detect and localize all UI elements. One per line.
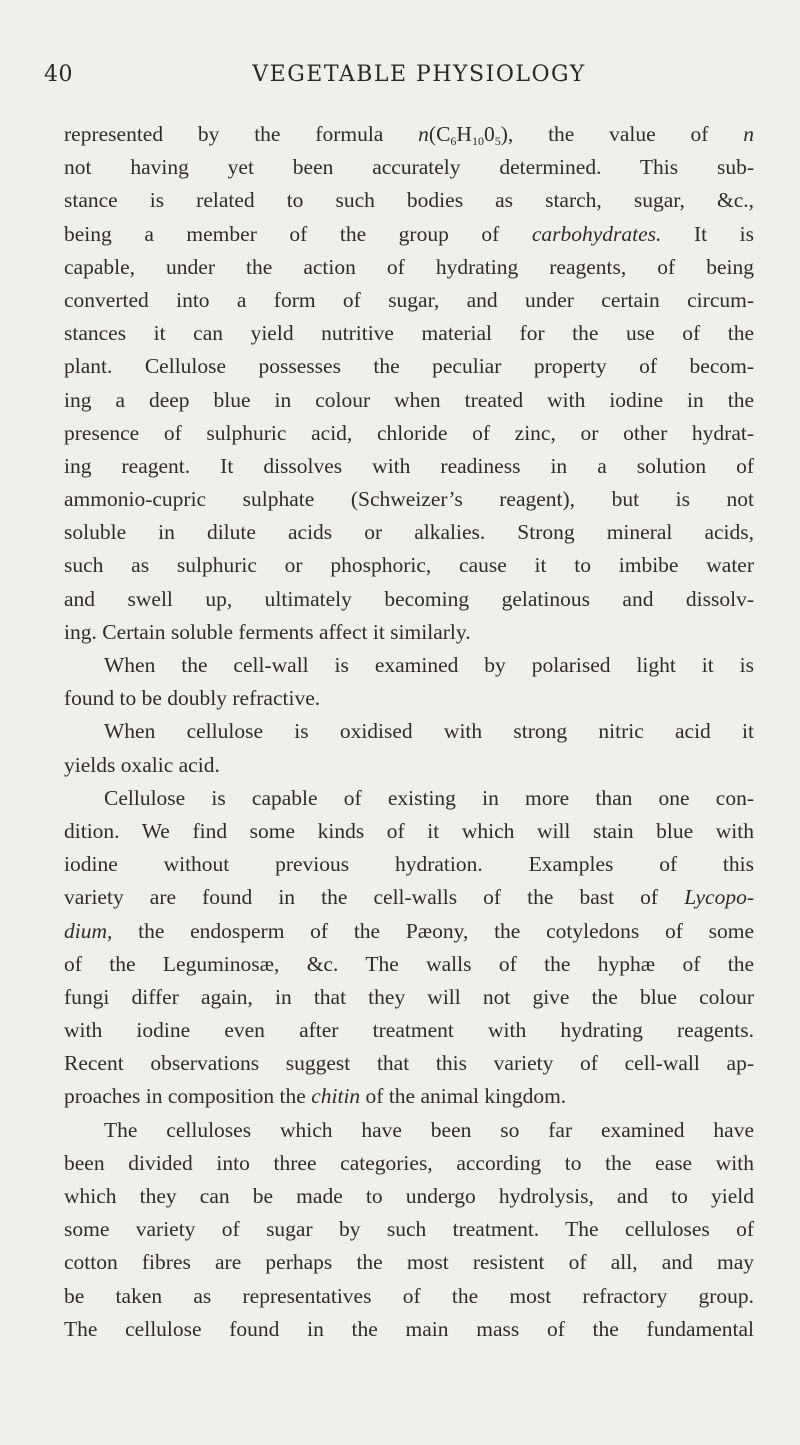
text-line: with iodine even after treatment with hydrating reagents. xyxy=(64,1018,754,1043)
text-line: cotton fibres are perhaps the most resistent of all, and may xyxy=(64,1250,754,1275)
text-line: iodine without previous hydration. Examples of this xyxy=(64,852,754,877)
text-line: The cellulose found in the main mass of the fundamental xyxy=(64,1316,754,1341)
italic-term: Lycopo- xyxy=(684,885,754,910)
text-segment: It is xyxy=(661,221,754,246)
text-line: some variety of sugar by such treatment. The celluloses of xyxy=(64,1217,754,1242)
formula-oxygen-count: 5 xyxy=(494,134,501,148)
text-line: Recent observations suggest that this variety of cell-wall ap- xyxy=(64,1051,754,1076)
text-segment: the endosperm of the Pæony, the cotyledons of some xyxy=(112,918,754,943)
text-line: and swell up, ultimately becoming gelatinous and dissolv- xyxy=(64,586,754,611)
text-line xyxy=(64,881,754,914)
formula-carbon-count: 6 xyxy=(450,134,457,148)
formula-n: n xyxy=(418,122,429,146)
text-line: found to be doubly refractive. xyxy=(64,686,321,711)
text-line: which they can be made to undergo hydrolysis, and to yield xyxy=(64,1184,754,1208)
text-segment: proaches in composition the xyxy=(64,1084,312,1109)
text-line xyxy=(64,915,754,948)
formula-carbon: C xyxy=(436,122,451,146)
text-line: stance is related to such bodies as starch, sugar, &c., xyxy=(64,188,754,213)
text-line: not having yet been accurately determined. This sub- xyxy=(64,155,754,180)
formula-oxygen: 0 xyxy=(483,122,495,146)
formula-hydrogen: H xyxy=(456,122,472,146)
text-line: ing a deep blue in colour when treated with iodine in the xyxy=(64,387,754,412)
text-segment: , the value of xyxy=(507,122,744,146)
text-line: stances it can yield nutritive material for the use of the xyxy=(64,321,754,346)
text-line: fungi differ again, in that they will not give the blue colour xyxy=(64,984,754,1009)
italic-term: chitin xyxy=(311,1084,361,1109)
text-line: When the cell-wall is examined by polarised light it is xyxy=(104,653,754,677)
text-line: plant. Cellulose possesses the peculiar property of becom- xyxy=(64,354,754,379)
running-head: VEGETABLE PHYSIOLOGY xyxy=(252,62,586,87)
formula-hydrogen-count: 10 xyxy=(471,134,484,148)
text-line: Cellulose is capable of existing in more than one con- xyxy=(104,785,754,810)
text-line: represented by the formula $n(C_6H_{10}0_5)$, the value of n xyxy=(64,122,754,148)
text-line: presence of sulphuric acid, chloride of zinc, or other hydrat- xyxy=(64,420,754,445)
text-line xyxy=(64,1080,754,1113)
text-line: When cellulose is oxidised with strong nitric acid it xyxy=(104,719,754,744)
text-line: ing reagent. It dissolves with readiness in a solution of xyxy=(64,453,754,478)
text-line: soluble in dilute acids or alkalies. Strong mineral acids, xyxy=(64,520,754,545)
italic-term: dium, xyxy=(64,918,113,943)
text-line: ammonio-cupric sulphate (Schweizer’s reagent), but is not xyxy=(64,487,754,512)
text-line: dition. We find some kinds of it which will stain blue with xyxy=(64,818,754,843)
text-line: The celluloses which have been so far examined have xyxy=(104,1117,754,1142)
text-segment: variety are found in the cell-walls of the bast of xyxy=(64,885,685,910)
text-line: been divided into three categories, according to the ease with xyxy=(64,1150,754,1175)
text-line xyxy=(64,218,754,251)
italic-term: carbohydrates. xyxy=(531,221,662,246)
text-line: ing. Certain soluble ferments affect it similarly. xyxy=(64,619,471,644)
text-segment: represented by the formula xyxy=(64,122,419,146)
text-segment: being a member of the group of xyxy=(64,221,532,246)
text-segment: of the animal kingdom. xyxy=(360,1084,567,1109)
text-line: such as sulphuric or phosphoric, cause it to imbibe water xyxy=(64,553,754,578)
page-number: 40 xyxy=(44,62,73,87)
text-line: of the Leguminosæ, &c. The walls of the hyphæ of the xyxy=(64,951,754,976)
text-line: be taken as representatives of the most refractory group. xyxy=(64,1283,754,1308)
text-line: converted into a form of sugar, and under certain circum- xyxy=(64,287,754,312)
page-header xyxy=(44,62,774,96)
body-text xyxy=(64,118,754,1346)
text-line: yields oxalic acid. xyxy=(64,752,220,777)
text-line: capable, under the action of hydrating reagents, of being xyxy=(64,254,754,279)
italic-term: n xyxy=(743,122,754,146)
